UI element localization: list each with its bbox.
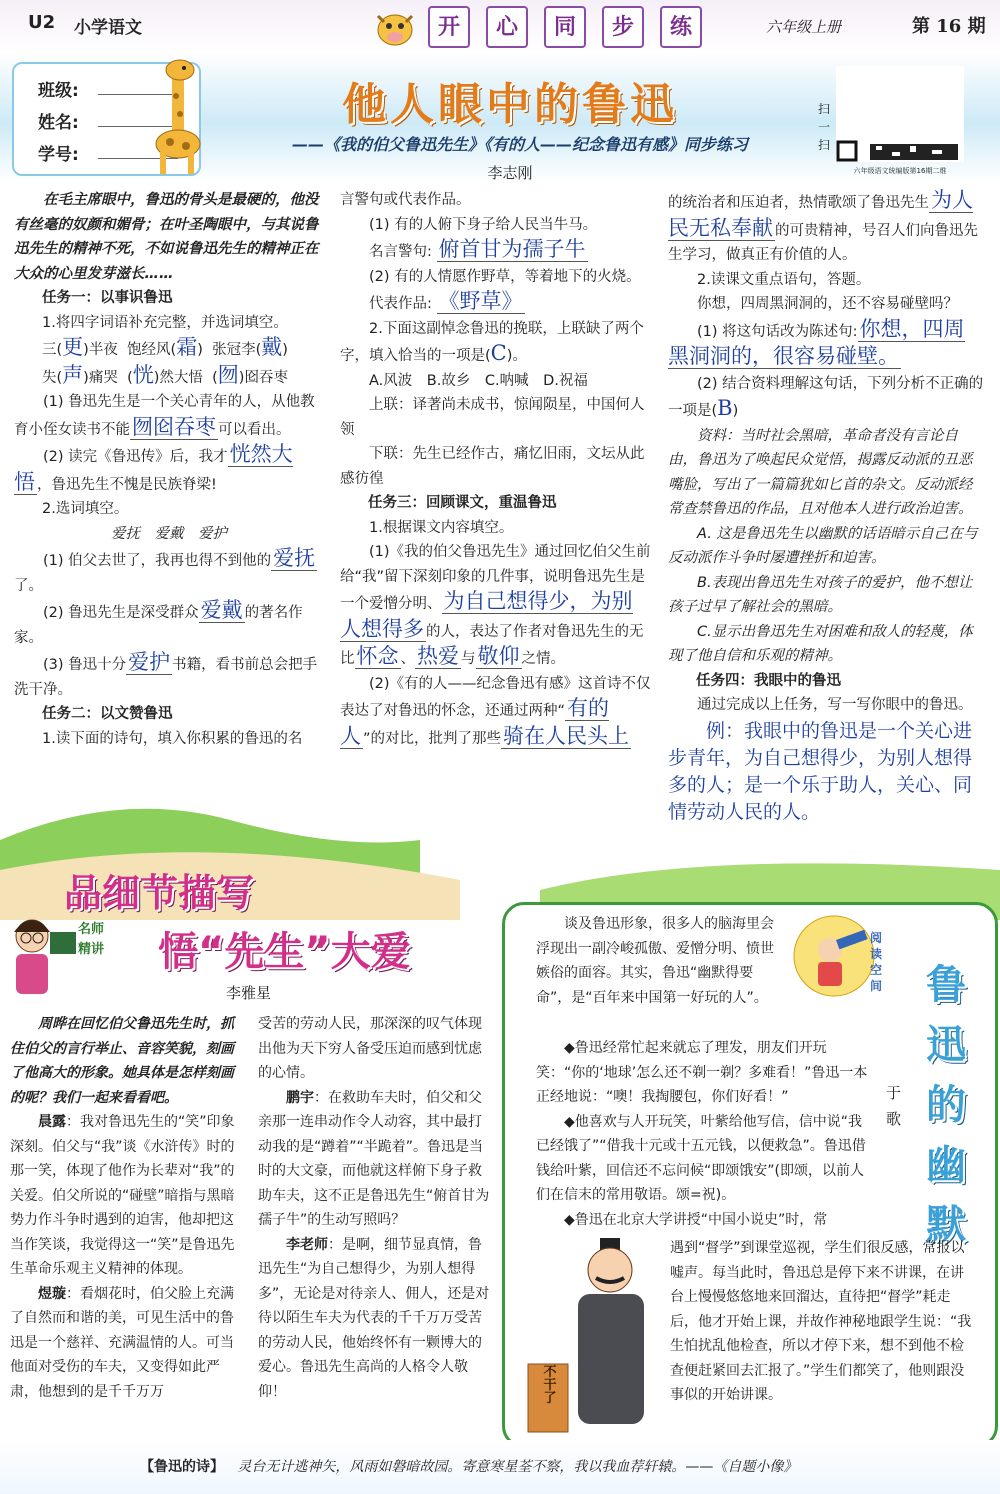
poem-line-1: (1) 有的人俯下身子给人民当牛马。 (369, 216, 598, 233)
question-2-3: (3) 鲁迅十分爱护 书籍，看书前总会把手洗干净。 (14, 650, 318, 698)
subject-label: 小学语文 (74, 18, 142, 38)
answer: 爱抚 (273, 546, 316, 570)
couplet-first: 上联：译著尚未成书，惊闻陨星，中国何人领 (340, 397, 645, 438)
cow-mascot-icon (370, 2, 420, 50)
section-2-col-2 (258, 1012, 490, 1404)
question-5: 1.根据课文内容填空。 (369, 519, 514, 536)
answer: 怀念 (356, 644, 399, 668)
column-1 (14, 188, 324, 751)
speaker-paragraph: 晨露：我对鲁迅先生的“笑”印象深刻。伯父与“我”谈《水浒传》时的那一笑，体现了他作为长辈对“我”的关爱。伯父所说的“碰壁”暗指与黑暗势力作斗争时遇到的迫害，他却把这当作笑谈，我觉得这一“笑”是鲁迅先生革命乐观主义精神的体现。 (10, 1114, 235, 1277)
answer: 有的人 (340, 696, 610, 748)
unit-label: U2 (28, 12, 56, 33)
answer: 为自己想得少，为别人想得多 (340, 589, 633, 641)
qr-code-box[interactable] (836, 66, 964, 176)
question-6-2: (2) 结合资料理解这句话，下列分析不正确的一项是(B) (668, 375, 984, 420)
page-subtitle: ——《我的伯父鲁迅先生》《有的人——纪念鲁迅有感》同步练习 (291, 135, 748, 154)
humor-article-bottom (670, 1236, 976, 1408)
answer: 恍然大悟 (14, 442, 293, 494)
answer: 霜 (176, 335, 198, 359)
humor-article-top (536, 912, 786, 1010)
question-2: 2.选词填空。 (42, 501, 129, 517)
author-name: 李志刚 (487, 164, 533, 182)
answer: 戴 (261, 335, 283, 359)
section-2-col-1 (10, 1012, 242, 1404)
answer: 为人民无私奉献 (668, 188, 973, 240)
answer: 敬仰 (477, 644, 520, 668)
student-id-label: 学号: (38, 145, 79, 165)
answer: 你想，四周黑洞洞的，很容易碰壁。 (668, 316, 965, 368)
badge-char: 心 (486, 6, 528, 48)
reading-badge: 阅读空间 (870, 931, 883, 993)
task-3-heading: 任务三：回顾课文，重温鲁迅 (368, 495, 557, 511)
question-7: 通过完成以上任务，写一写你眼中的鲁迅。 (697, 697, 973, 713)
question-4: 2.下面这副悼念鲁迅的挽联，上联缺了两个字，填入恰当的一项是(C)。 (340, 320, 644, 365)
col3-continuation: 的统治者和压迫者，热情歌颂了鲁迅先生为人民无私奉献 的可贵精神，号召人们向鲁迅先生学习，做真正有价值的人。 (668, 188, 978, 263)
task-4-heading: 任务四：我眼中的鲁迅 (696, 672, 841, 689)
teacher-icon (6, 912, 78, 1008)
poem-line-2: (2) 有的人情愿作野草，等着地下的火烧。 (369, 268, 641, 285)
humor-paragraph: 遇到“督学”到课堂巡视，学生们很反感，常报以嘘声。每当此时，鲁迅总是停下来不讲课，在讲台上慢慢悠悠地来回溜达，直待把“督学”耗走后，他才开始上课，并故作神秘地跟学生说：“我生怕扰乱他检查，所以才停下来，想不到他不检查便赶紧回去汇报了。”学生们都笑了，他则跟没事似的开始讲课。 (670, 1240, 972, 1403)
name-label: 姓名: (38, 113, 79, 133)
teacher-badge: 名师精讲 (78, 922, 105, 957)
humor-article-author: 于歌 (886, 1084, 902, 1128)
answer: 声 (62, 362, 84, 387)
answer: 例：我眼中的鲁迅是一个关心进步青年，为自己想得少，为别人想得多的人；是一个乐于助人，关心、同情劳动人民的人。 (668, 719, 973, 823)
column-2 (340, 188, 652, 751)
question-3-cont: 言警句或代表作品。 (340, 192, 471, 208)
class-label: 班级: (38, 81, 79, 101)
grade-label: 六年级上册 (766, 18, 842, 36)
question-1-2: (2) 读完《鲁迅传》后，我才恍然大悟 ，鲁迅先生不愧是民族脊梁! (14, 442, 293, 494)
answer: 囫囵吞枣 (132, 414, 216, 439)
question-1: 1.将四字词语补充完整，并选词填空。 (42, 314, 288, 331)
answer: 囫 (217, 362, 239, 387)
question-5-1: (1)《我的伯父鲁迅先生》通过回忆伯父生前给“我”留下深刻印象的几件事，说明鲁迅先生是一个爱憎分明、为自己想得少，为别人想得多 的人，表达了作者对鲁迅先生的无比怀念 、热爱 与敬仰 之情。 (340, 544, 651, 668)
intro-paragraph: 在毛主席眼中，鲁迅的骨头是最硬的，他没有丝毫的奴颜和媚骨；在叶圣陶眼中，与其说鲁迅先生的精神不死，不如说鲁迅先生的精神正在大众的心里发芽滋长…… (14, 192, 319, 282)
task-1-heading: 任务一：以事识鲁迅 (42, 290, 173, 306)
poem-text: 灵台无计逃神矢，风雨如磐暗故园。寄意寒星荃不察，我以我血荐轩辕。——《自题小像》 (237, 1459, 798, 1475)
speaker-paragraph: 煜璇：看烟花时，伯父脸上充满了自然而和谐的美，可见生活中的鲁迅是一个慈祥、充满温情的人。可当他面对受伤的车夫，又变得如此严肃，他想到的是千千万万 (10, 1285, 234, 1400)
task-2-heading: 任务二：以文赞鲁迅 (42, 706, 173, 722)
answer: C (490, 341, 507, 365)
humor-article-middle (536, 1036, 876, 1232)
badge-row (428, 6, 702, 48)
issue-label: 第 16 期 (912, 16, 986, 37)
question-2-1: (1) 伯父去世了，我再也得不到他的爱抚了。 (14, 546, 316, 594)
famous-quote: 名言警句: 俯首甘为孺子牛 (369, 237, 586, 261)
question-1-1: (1) 鲁迅先生是一个关心青年的人，从他教育小侄女读书不能囫囵吞枣 可以看出。 (14, 394, 315, 439)
option-c: C.显示出鲁迅先生对困难和敌人的轻蔑，体现了他自信和乐观的精神。 (668, 623, 973, 664)
question-6: 2.读课文重点语句，答题。 (697, 271, 871, 288)
qr-label: 扫一扫 (818, 102, 831, 152)
luxun-cartoon-icon (518, 1234, 666, 1434)
question-3: 1.读下面的诗句，填入你积累的鲁迅的名 (42, 730, 303, 747)
column-3 (668, 188, 984, 826)
speaker-paragraph: 鹏宇：在救助车夫时，伯父和父亲那一连串动作令人动容，其中最打动我的是“蹲着”“半跪着”。鲁迅是当时的大文豪，而他就这样俯下身子救助车夫，这不正是鲁迅先生“俯首甘为孺子牛”的生动写照吗？ (258, 1089, 490, 1228)
question-5-2: (2)《有的人——纪念鲁迅有感》这首诗不仅表达了对鲁迅的怀念，还通过两种“有的人 ”的对比，批判了那些骑在人民头上 (340, 675, 651, 748)
answer: 《野草》 (438, 289, 523, 313)
answer: 爱护 (128, 650, 171, 674)
question-6-1: (1) 将这句话改为陈述句:你想，四周黑洞洞的，很容易碰壁。 (668, 316, 965, 368)
word-bank: 爱抚 爱戴 爱护 (111, 525, 227, 542)
badge-char: 步 (602, 6, 644, 48)
humor-paragraph: ◆鲁迅经常忙起来就忘了理发，朋友们开玩笑：“你的‘地球’怎么还不剃一剃？多难看！”鲁迅一本正经地说：“噢！我掏腰包，你们好看！” (536, 1040, 868, 1105)
representative-work: 代表作品: 《野草》 (369, 289, 523, 313)
answer: 爱戴 (200, 598, 243, 622)
humor-paragraph: 谈及鲁迅形象，很多人的脑海里会浮现出一副冷峻孤傲、爱憎分明、愤世嫉俗的面容。其实，鲁迅“幽默得要命”，是“百年来中国第一好玩的人”。 (536, 916, 774, 1006)
badge-char: 开 (428, 6, 470, 48)
answer: 骑在人民头上 (503, 723, 630, 748)
speaker-paragraph: 李老师：是啊，细节显真情，鲁迅先生“为自己想得少，为别人想得多”，无论是对待亲人、佣人，还是对待以陌生车夫为代表的千千万万受苦的劳动人民，他始终怀有一颗博大的爱心。鲁迅先生高尚的人格令人敬仰！ (258, 1236, 490, 1400)
section-2-author: 李雅星 (226, 984, 272, 1002)
humor-paragraph: ◆鲁迅在北京大学讲授“中国小说史”时，常 (564, 1211, 828, 1228)
options: A.风波 B.故乡 C.呐喊 D.祝福 (369, 372, 588, 389)
section-2-intro: 周晔在回忆伯父鲁迅先生时，抓住伯父的言行举止、音容笑貌，刻画了他高大的形象。她具体是怎样刻画的呢？我们一起来看看吧。 (10, 1016, 234, 1106)
section-2-title-line-2: 悟“先生”大爱 (158, 929, 411, 975)
badge-char: 练 (660, 6, 702, 48)
material-paragraph: 资料：当时社会黑暗，革命者没有言论自由，鲁迅为了唤起民众觉悟，揭露反动派的丑恶嘴脸，写出了一篇篇犹如匕首的杂文。反动派经常查禁鲁迅的作品，且对他本人进行政治迫害。 (668, 427, 973, 517)
answer: 更 (62, 335, 84, 359)
sign-text: 不干了 (540, 1364, 556, 1404)
question-2-2: (2) 鲁迅先生是深受群众爱戴 的著名作家。 (14, 598, 303, 646)
page-title: 他人眼中的鲁迅 (342, 79, 678, 130)
idiom-row-2: 失(声)痛哭 (恍)然大悟 (囫)囵吞枣 (42, 362, 288, 387)
humor-paragraph: ◆他喜欢与人开玩笑，叶紫给他写信，信中说“我已经饿了”“借我十元或十五元钱，以便救急”。鲁迅借钱给叶紫，回信还不忘问候“即颂饿安”(即颂，以前人们在信末的常用敬语。颂=祝)。 (536, 1113, 866, 1203)
answer: B (717, 396, 733, 420)
continued-paragraph: 受苦的劳动人民，那深深的叹气体现出他为天下穷人备受压迫而感到忧虑的心情。 (258, 1016, 482, 1081)
answer: 恍 (132, 362, 154, 387)
section-2-title-line-1: 品细节描写 (64, 871, 255, 915)
option-a: A. 这是鲁迅先生以幽默的话语暗示自己在与反动派作斗争时屡遭挫折和迫害。 (668, 525, 978, 566)
answer: 热爱 (417, 644, 459, 668)
qr-caption: 六年级语文统编版第16期二维 (853, 167, 947, 175)
answer: 俯首甘为孺子牛 (438, 237, 586, 261)
badge-char: 同 (544, 6, 586, 48)
key-sentence: 你想，四周黑洞洞的，还不容易碰壁吗？ (697, 296, 958, 312)
poem-label: 【鲁迅的诗】 (140, 1459, 224, 1475)
boy-telescope-icon (792, 914, 876, 998)
footer-poem (140, 1456, 840, 1476)
idiom-row-1: 三(更)半夜 饱经风(霜) 张冠李(戴) (42, 335, 288, 359)
qr-code-icon (836, 66, 964, 162)
couplet-second: 下联：先生已经作古，痛忆旧雨，文坛从此感彷徨 (340, 446, 645, 487)
option-b: B.表现出鲁迅先生对孩子的爱护，他不想让孩子过早了解社会的黑暗。 (668, 574, 973, 615)
giraffe-icon (150, 56, 206, 176)
humor-article-title: 鲁迅的幽默 (926, 962, 966, 1248)
